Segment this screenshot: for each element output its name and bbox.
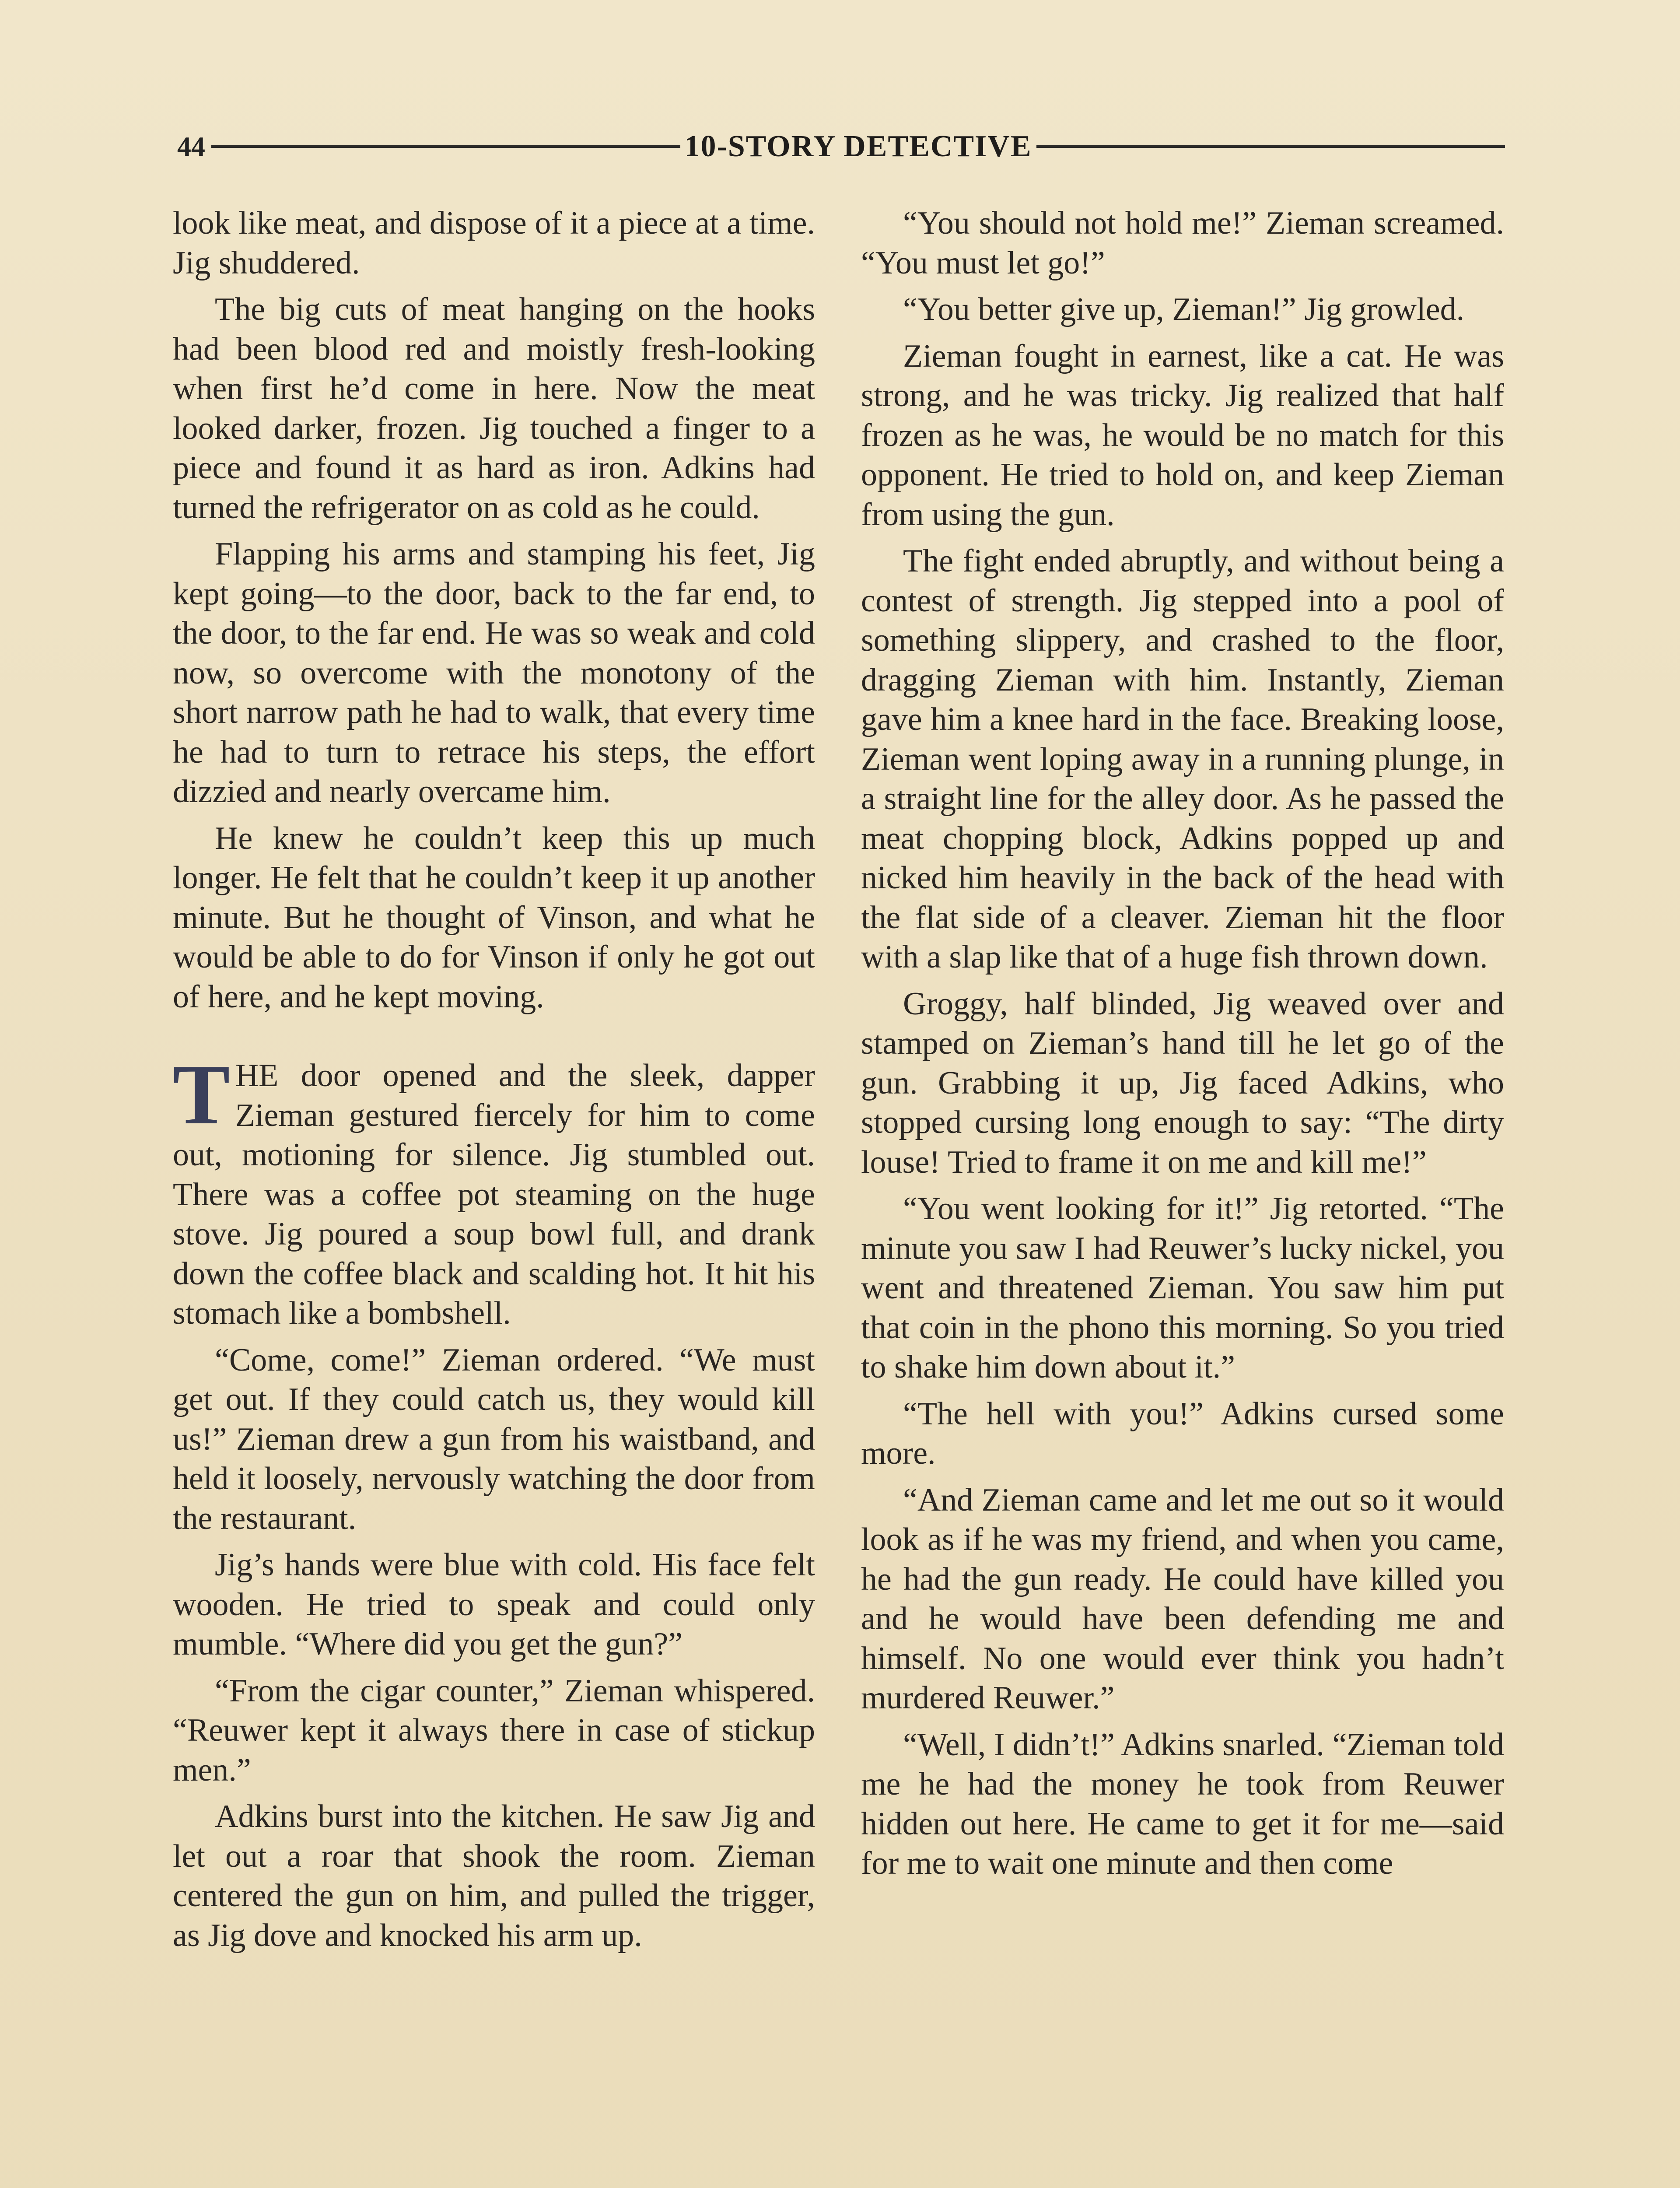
running-header (177, 127, 1505, 166)
page-number: 44 (177, 131, 205, 162)
magazine-title: 10-STORY DETECTIVE (684, 130, 1032, 163)
paragraph: Jig’s hands were blue with cold. His face felt wooden. He tried to speak and could only mumble. “Where did you get the gun?” (173, 1547, 815, 1662)
paragraph: look like meat, and dispose of it a piece at a time. Jig shuddered. (173, 205, 815, 281)
paragraph: “You should not hold me!” Zieman screamed. “You must let go!” (861, 205, 1504, 281)
paragraph: “You went looking for it!” Jig retorted. “The minute you saw I had Reuwer’s lucky nickel, you went and threatened Zieman. You saw him put that coin in the phono this morning. So you tried to shake him down about it.” (861, 1191, 1504, 1385)
paragraph: “Come, come!” Zieman ordered. “We must get out. If they could catch us, they would kill us!” Zieman drew a gun from his waistband, and held it loosely, nervously watching the door from the restaurant. (173, 1342, 815, 1536)
paragraph: The fight ended abruptly, and without being a contest of strength. Jig stepped into a pool of something slippery, and crashed to the floor, dragging Zieman with him. Instantly, Zieman gave him a knee hard in the face. Breaking loose, Zieman went loping away in a running plunge, in a straight line for the alley door. As he passed the meat chopping block, Adkins popped up and nicked him heavily in the back of the head with the flat side of a cleaver. Zieman hit the floor with a slap like that of a huge fish thrown down. (861, 543, 1504, 975)
paragraph: The big cuts of meat hanging on the hooks had been blood red and moistly fresh-looking when first he’d come in here. Now the meat looked darker, frozen. Jig touched a finger to a piece and found it as hard as iron. Adkins had turned the refrigerator on as cold as he could. (173, 291, 815, 526)
drop-cap: T (173, 1047, 230, 1142)
left-column (173, 203, 815, 1962)
paragraph: “And Zieman came and let me out so it would look as if he was my friend, and when you came, he had the gun ready. He could have killed you and he would have been defending me and himself. No one would ever think you hadn’t murdered Reuwer.” (861, 1482, 1504, 1716)
paragraph: Adkins burst into the kitchen. He saw Jig and let out a roar that shook the room. Zieman centered the gun on him, and pulled the trigger, as Jig dove and knocked his arm up. (173, 1799, 815, 1953)
section-opening-text: HE door opened and the sleek, dapper Zieman gestured fiercely for him to come out, motioning for silence. Jig stumbled out. There was a coffee pot steaming on the huge stove. Jig poured a soup bowl full, and drank down the coffee black and scalding hot. It hit his stomach like a bombshell. (173, 1058, 815, 1331)
header-rule-left (211, 145, 680, 148)
paragraph: “Well, I didn’t!” Adkins snarled. “Zieman told me he had the money he took from Reuwer hidden out here. He came to get it for me—said for me to wait one minute and then come (861, 1726, 1504, 1881)
paragraph: Zieman fought in earnest, like a cat. He was strong, and he was tricky. Jig realized that half frozen as he was, he would be no match for this opponent. He tried to hold on, and keep Zieman from using the gun. (861, 338, 1504, 533)
paragraph: “The hell with you!” Adkins cursed some more. (861, 1396, 1504, 1471)
paragraph: Groggy, half blinded, Jig weaved over and stamped on Zieman’s hand till he let go of the gun. Grabbing it up, Jig faced Adkins, who stopped cursing long enough to say: “The dirty louse! Tried to frame it on me and kill me!” (861, 985, 1504, 1180)
paragraph: “You better give up, Zieman!” Jig growled. (903, 291, 1465, 327)
paragraph: “From the cigar counter,” Zieman whispered. “Reuwer kept it always there in case of stickup men.” (173, 1673, 815, 1788)
right-column (861, 203, 1504, 1890)
header-rule-right (1036, 145, 1505, 148)
paragraph: He knew he couldn’t keep this up much longer. He felt that he couldn’t keep it up another minute. But he thought of Vinson, and what he would be able to do for Vinson if only he got out of here, and he kept moving. (173, 820, 815, 1015)
paragraph: Flapping his arms and stamping his feet, Jig kept going—to the door, back to the far end, to the door, to the far end. He was so weak and cold now, so overcome with the monotony of the short narrow path he had to walk, that every time he had to turn to retrace his steps, the effort dizzied and nearly overcame him. (173, 536, 815, 810)
section-opening-paragraph (173, 1047, 815, 1333)
